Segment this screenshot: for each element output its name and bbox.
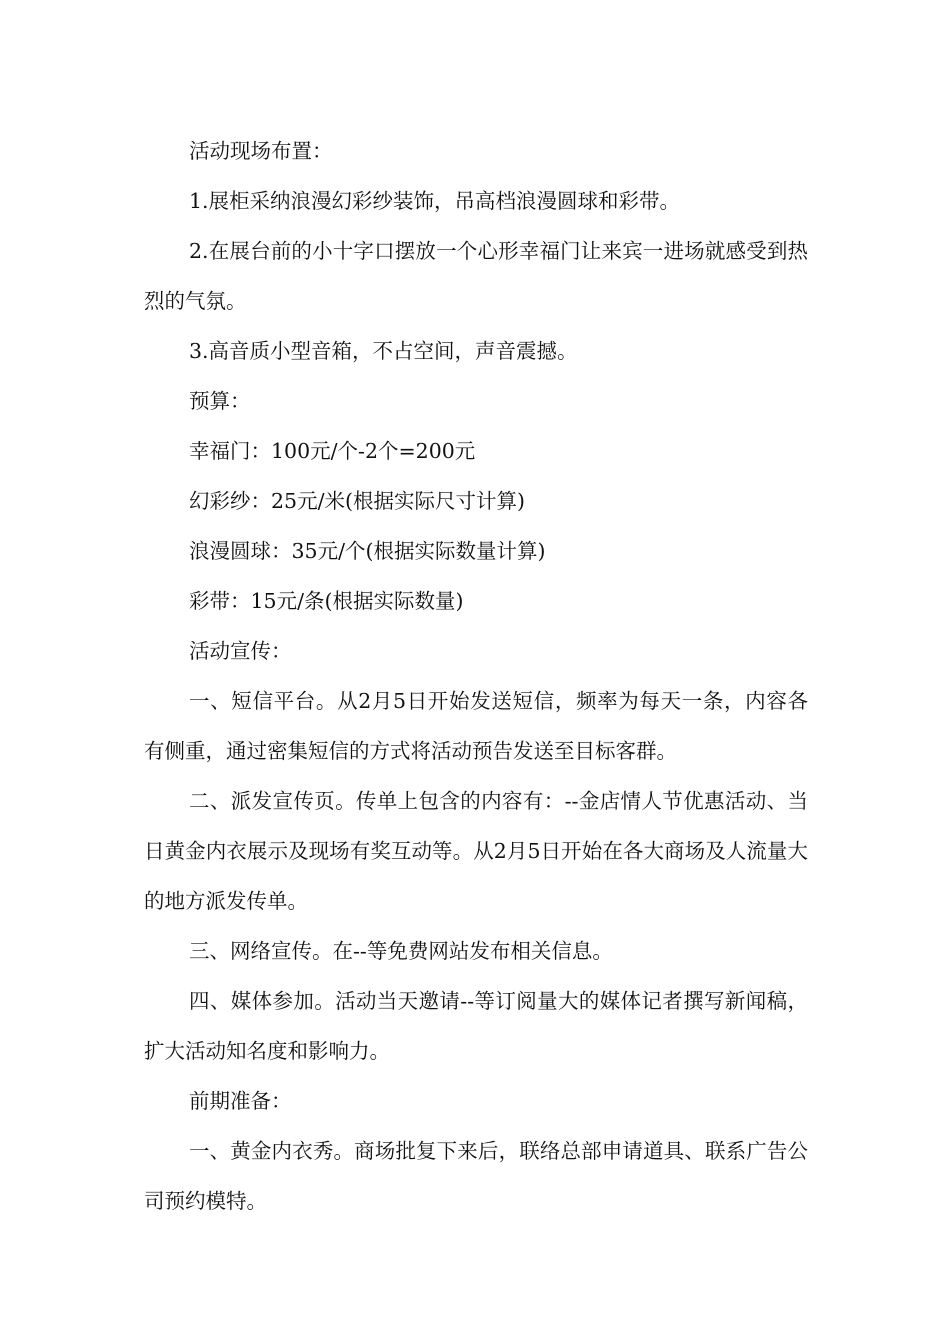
budget-line-happiness-door: 幸福门：100元/个-2个=200元	[189, 439, 476, 463]
paragraph-promotion-online: 三、网络宣传。在--等免费网站发布相关信息。	[189, 939, 613, 963]
section-heading-budget: 预算：	[189, 389, 251, 413]
paragraph-promotion-media: 四、媒体参加。活动当天邀请--等订阅量大的媒体记者撰写新闻稿，扩大活动知名度和影响力。	[144, 989, 808, 1063]
document-body	[144, 126, 808, 1226]
section-heading-preparation: 前期准备：	[189, 1089, 292, 1113]
section-heading-venue-setup: 活动现场布置：	[189, 139, 333, 163]
paragraph-setup-item-2: 2.在展台前的小十字口摆放一个心形幸福门让来宾一进场就感受到热烈的气氛。	[144, 239, 808, 313]
paragraph-preparation-show: 一、黄金内衣秀。商场批复下来后，联络总部申请道具、联系广告公司预约模特。	[144, 1139, 808, 1213]
paragraph-setup-item-1: 1.展柜采纳浪漫幻彩纱装饰，吊高档浪漫圆球和彩带。	[189, 189, 681, 213]
paragraph-setup-item-3: 3.高音质小型音箱，不占空间，声音震撼。	[189, 339, 578, 363]
budget-line-gauze: 幻彩纱：25元/米(根据实际尺寸计算)	[189, 489, 525, 513]
budget-line-ribbons: 彩带：15元/条(根据实际数量)	[189, 589, 464, 613]
paragraph-promotion-flyers: 二、派发宣传页。传单上包含的内容有：--金店情人节优惠活动、当日黄金内衣展示及现场有奖互动等。从2月5日开始在各大商场及人流量大的地方派发传单。	[144, 789, 808, 913]
budget-line-balls: 浪漫圆球：35元/个(根据实际数量计算)	[189, 539, 546, 563]
paragraph-promotion-sms: 一、短信平台。从2月5日开始发送短信，频率为每天一条，内容各有侧重，通过密集短信的方式将活动预告发送至目标客群。	[144, 689, 808, 763]
section-heading-promotion: 活动宣传：	[189, 639, 292, 663]
